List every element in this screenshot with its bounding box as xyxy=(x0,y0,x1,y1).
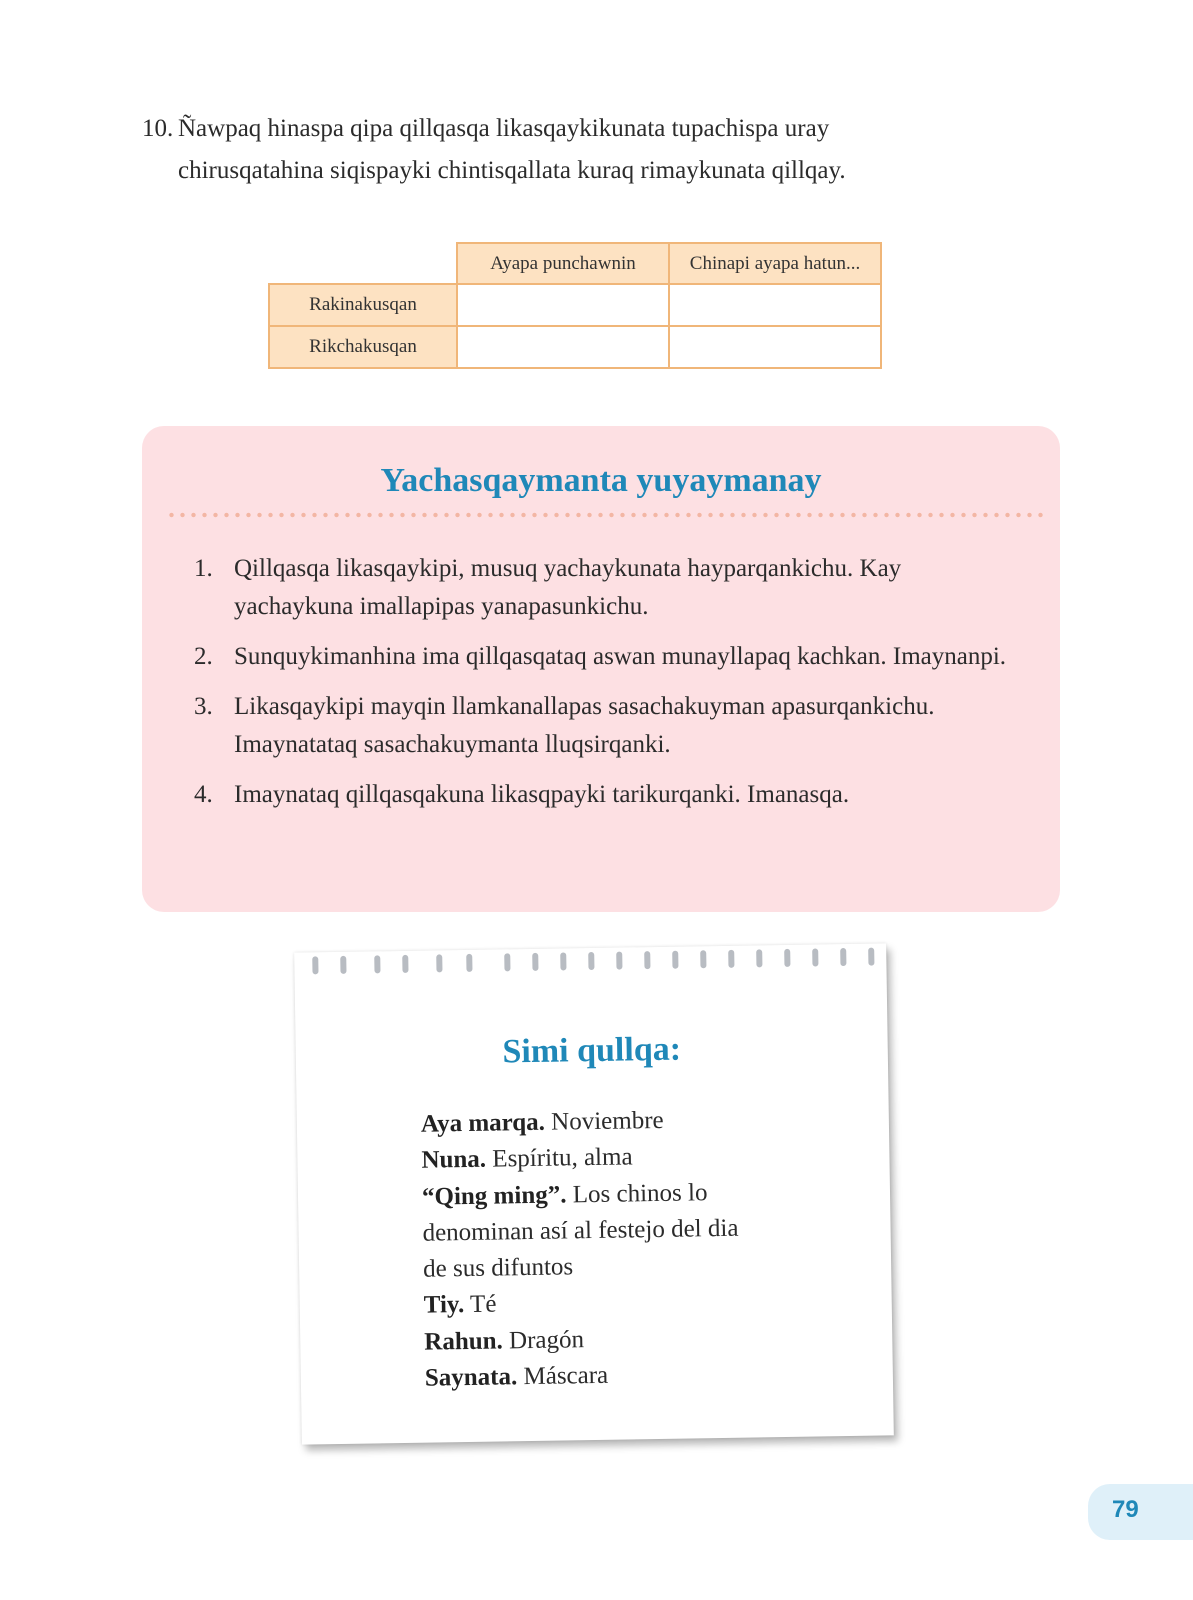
spiral-hole-icon xyxy=(644,951,650,969)
glossary-term: Tiy. xyxy=(423,1291,465,1320)
spiral-hole-icon xyxy=(340,956,346,974)
column-header: Ayapa punchawnin xyxy=(457,243,669,284)
glossary-term: Aya marqa. xyxy=(420,1108,546,1138)
glossary-term: “Qing ming”. xyxy=(421,1181,567,1211)
table-row xyxy=(269,326,881,368)
glossary-entry xyxy=(424,1318,825,1361)
glossary-entry xyxy=(422,1209,823,1252)
spiral-hole-icon xyxy=(504,953,510,971)
spiral-hole-icon xyxy=(402,955,408,973)
review-box xyxy=(142,426,1060,912)
answer-cell[interactable] xyxy=(669,284,881,326)
question-10 xyxy=(142,108,1042,192)
review-list xyxy=(194,550,1024,826)
question-line-1 xyxy=(142,108,1042,150)
list-item xyxy=(194,688,1024,764)
item-text: Sunquykimanhina ima qillqasqataq aswan munayllapaq kachkan. Imaynanpi. xyxy=(234,643,1007,670)
glossary-list xyxy=(421,1100,826,1397)
table-corner xyxy=(269,243,457,284)
item-text: Qillqasqa likasqaykipi, musuq yachaykunata hayparqankichu. Kay yachaykuna imallapipas yanapasunkichu. xyxy=(234,555,902,620)
spiral-hole-icon xyxy=(616,952,622,970)
list-item xyxy=(194,550,1024,626)
spiral-hole-icon xyxy=(840,948,846,966)
glossary-definition: Espíritu, alma xyxy=(485,1143,633,1173)
glossary-definition: de sus difuntos xyxy=(422,1253,574,1283)
spiral-hole-icon xyxy=(756,949,762,967)
glossary-definition: Los chinos lo xyxy=(566,1178,708,1209)
spiral-hole-icon xyxy=(784,949,790,967)
glossary-definition: Máscara xyxy=(517,1361,609,1391)
question-text-1: Ñawpaq hinaspa qipa qillqasqa likasqaykikunata tupachispa uray xyxy=(178,115,830,142)
spiral-hole-icon xyxy=(868,948,874,966)
item-text: Imaynataq qillqasqakuna likasqpayki tarikurqanki. Imanasqa. xyxy=(234,781,850,808)
table-header-row xyxy=(269,243,881,284)
spiral-hole-icon xyxy=(672,951,678,969)
glossary-definition: denominan así al festejo del dia xyxy=(422,1214,739,1247)
page-number-tab xyxy=(1088,1484,1193,1540)
item-text: Likasqaykipi mayqin llamkanallapas sasachakuyman apasurqankichu. Imaynatataq sasachakuymanta lluqsirqanki. xyxy=(234,693,935,758)
answer-cell[interactable] xyxy=(457,326,669,368)
glossary-entry xyxy=(421,1100,822,1143)
glossary-entry xyxy=(423,1246,824,1289)
comparison-table xyxy=(268,242,882,369)
glossary-title: Simi qullqa: xyxy=(502,1030,682,1071)
question-number: 10. xyxy=(142,115,174,142)
glossary-definition: Té xyxy=(464,1291,497,1319)
row-header: Rakinakusqan xyxy=(269,284,457,326)
item-number: 2. xyxy=(194,643,213,670)
glossary-term: Rahun. xyxy=(424,1327,504,1356)
item-number: 3. xyxy=(194,693,213,720)
glossary-term: Saynata. xyxy=(424,1363,518,1392)
glossary-entry xyxy=(422,1173,823,1216)
page-number: 79 xyxy=(1112,1496,1139,1523)
review-title: Yachasqaymanta yuyaymanay xyxy=(380,462,822,499)
spiral-hole-icon xyxy=(812,948,818,966)
spiral-hole-icon xyxy=(588,952,594,970)
answer-cell[interactable] xyxy=(457,284,669,326)
spiral-hole-icon xyxy=(560,952,566,970)
list-item xyxy=(194,776,1024,814)
spiral-hole-icon xyxy=(700,950,706,968)
dotted-divider xyxy=(166,512,1046,518)
spiral-hole-icon xyxy=(312,956,318,974)
column-header: Chinapi ayapa hatun... xyxy=(669,243,881,284)
question-text-2: chirusqatahina siqispayki chintisqallata kuraq rimaykunata qillqay. xyxy=(178,157,846,184)
glossary-entry xyxy=(421,1137,822,1180)
row-header: Rikchakusqan xyxy=(269,326,457,368)
item-number: 1. xyxy=(194,555,213,582)
spiral-hole-icon xyxy=(436,954,442,972)
spiral-hole-icon xyxy=(532,953,538,971)
glossary-entry xyxy=(423,1282,824,1325)
item-number: 4. xyxy=(194,781,213,808)
answer-cell[interactable] xyxy=(669,326,881,368)
table-row xyxy=(269,284,881,326)
spiral-hole-icon xyxy=(728,950,734,968)
glossary-note xyxy=(294,943,894,1444)
spiral-hole-icon xyxy=(374,955,380,973)
spiral-holes xyxy=(306,948,876,983)
glossary-definition: Dragón xyxy=(502,1325,585,1355)
spiral-hole-icon xyxy=(466,954,472,972)
glossary-term: Nuna. xyxy=(421,1145,487,1175)
glossary-definition: Noviembre xyxy=(544,1106,664,1136)
glossary-entry xyxy=(425,1354,826,1397)
list-item xyxy=(194,638,1024,676)
